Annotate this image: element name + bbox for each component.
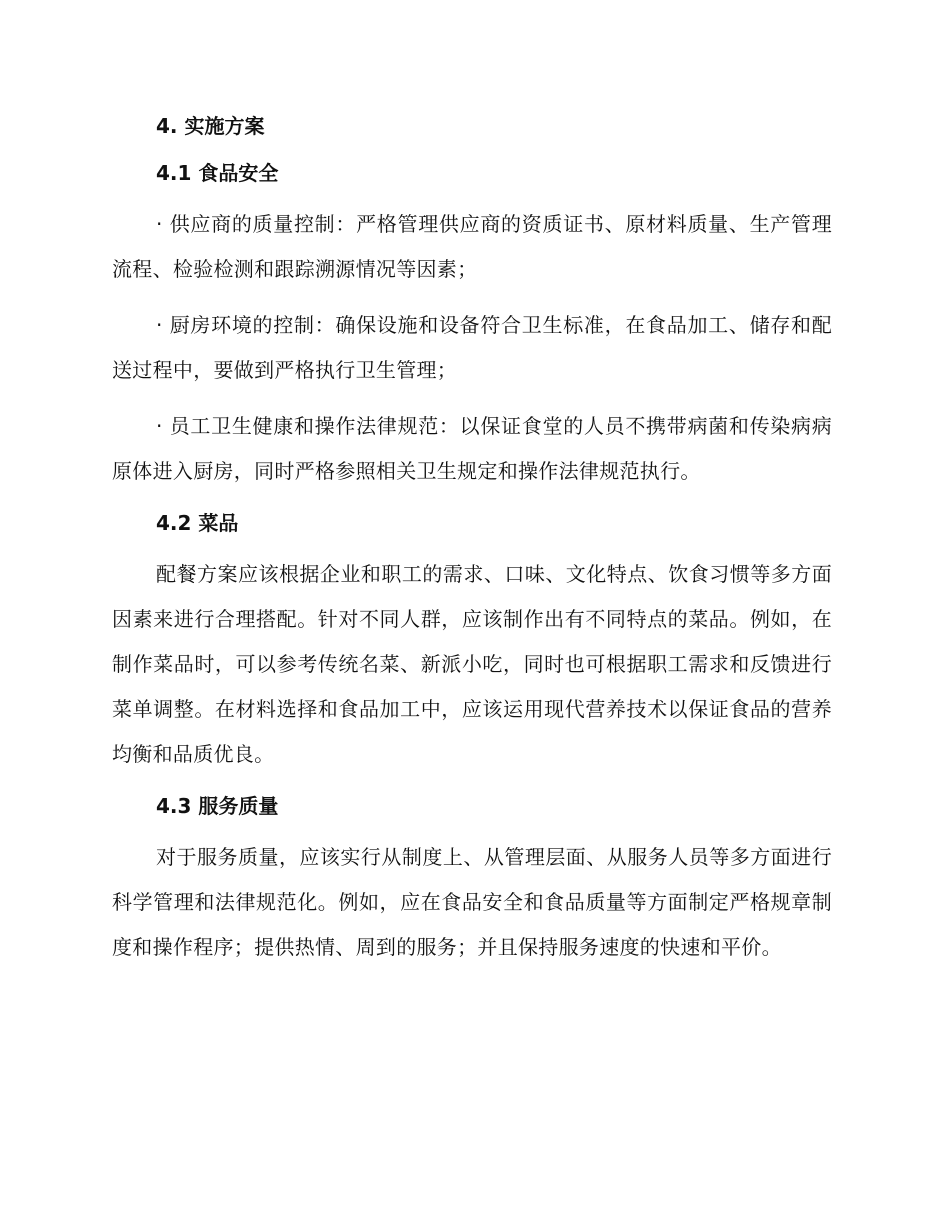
paragraph-dishes: 配餐方案应该根据企业和职工的需求、口味、文化特点、饮食习惯等多方面因素来进行合理搭配。针对不同人群，应该制作出有不同特点的菜品。例如，在制作菜品时，可以参考传统名菜、新派小吃，同时也可根据职工需求和反馈进行菜单调整。在材料选择和食品加工中，应该运用现代营养技术以保证食品的营养均衡和品质优良。 bbox=[112, 562, 832, 766]
bullet-supplier-quality: · 供应商的质量控制：严格管理供应商的资质证书、原材料质量、生产管理流程、检验检测和跟踪溯源情况等因素； bbox=[112, 212, 832, 281]
paragraph-service: 对于服务质量，应该实行从制度上、从管理层面、从服务人员等多方面进行科学管理和法律规范化。例如，应在食品安全和食品质量等方面制定严格规章制度和操作程序；提供热情、周到的服务；并且保持服务速度的快速和平价。 bbox=[112, 845, 832, 959]
subsection-heading-food-safety: 4.1 食品安全 bbox=[156, 161, 279, 185]
subsection-heading-dishes: 4.2 菜品 bbox=[156, 511, 239, 535]
bullet-staff-hygiene: · 员工卫生健康和操作法律规范：以保证食堂的人员不携带病菌和传染病病原体进入厨房，同时严格参照相关卫生规定和操作法律规范执行。 bbox=[112, 414, 832, 483]
bullet-kitchen-environment: · 厨房环境的控制：确保设施和设备符合卫生标准，在食品加工、储存和配送过程中，要做到严格执行卫生管理； bbox=[112, 313, 832, 382]
document-content bbox=[112, 108, 832, 981]
section-heading: 4. 实施方案 bbox=[156, 114, 265, 138]
subsection-heading-service: 4.3 服务质量 bbox=[156, 794, 279, 818]
